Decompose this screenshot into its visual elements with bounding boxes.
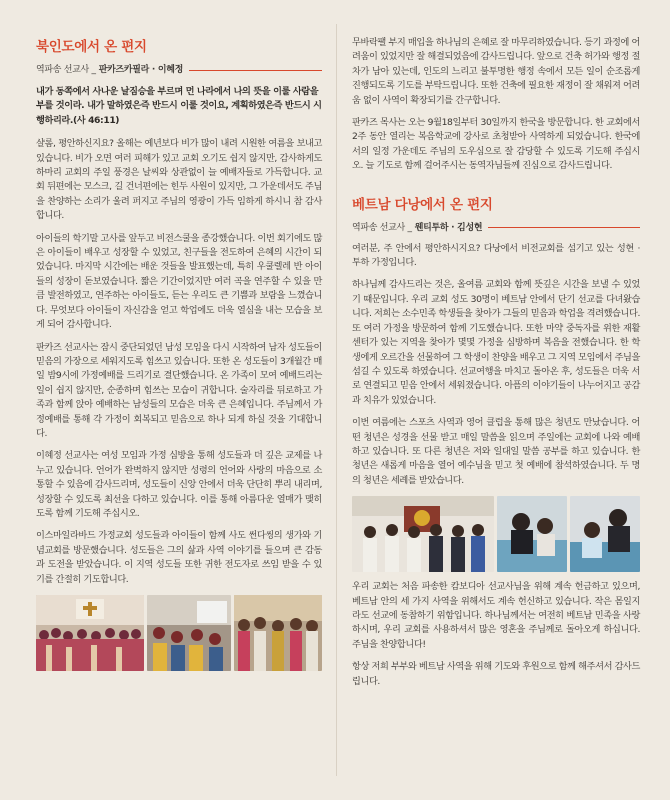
photo-baptism-2 (570, 496, 640, 572)
paragraph: 무바락팰 부지 매입을 하나님의 은혜로 잘 마무리하였습니다. 등기 과정에 어려움이 있었지만 잘 해결되었음에 감사드립니다. 앞으로 건축 허가와 행정 절차가 남아 있는데, 인도의 느리고 불투명한 행정 속에서 모든 일이 순조롭게 진행되도록 기도를 부탁드립니다. 또한 건축에 필요한 재정이 잘 채워져 어려움 없이 사역이 확장되기를 간구합니다. (352, 37, 640, 106)
vietnam-title: 베트남 다낭에서 온 편지 (352, 196, 493, 213)
north-india-letter (36, 38, 322, 671)
north-india-byline (36, 64, 322, 76)
vietnam-photos (352, 496, 640, 572)
scripture-verse: 내가 동쪽에서 사나운 날짐승을 부르며 먼 나라에서 나의 뜻을 이룰 사람을 부를 것이라. 내가 말하였은즉 반드시 이룰 것이요, 계획하였은즉 반드시 시행하리라.(사 46:11) (36, 86, 322, 126)
byline-names: 판카즈카필라 · 이혜정 (98, 65, 184, 75)
photo-group-church (352, 496, 494, 572)
paragraph: 이번 여름에는 스포츠 사역과 영어 클럽을 통해 많은 청년도 만났습니다. 어떤 청년은 성경을 선물 받고 매일 말씀을 읽으며 주일에는 교회에 나와 예배하고 있습니다. 또 다른 청년은 저와 일대일 말씀 공부를 하고 있습니다. 한 청년은 새롭게 마음을 열어 예수님을 믿고 첫 예배에 참석하였습니다. 두 명의 청년은 세례를 받았습니다. (352, 417, 640, 486)
paragraph: 여러분, 주 안에서 평안하시지요? 다낭에서 비전교회를 섬기고 있는 성현 · 투하 가정입니다. (352, 242, 640, 269)
right-column (352, 36, 640, 697)
byline-role: 역파송 선교사 _ (36, 65, 96, 75)
paragraph: 이스마일라바드 가정교회 성도들과 아이들이 함께 사도 썬다씽의 생가와 기념교회를 방문했습니다. 성도들은 그의 삶과 사역 이야기를 들으며 큰 감동과 도전을 받았습니다. 이 지역 성도들 또한 귀한 전도자로 쓰임 받을 수 있기를 간절히 기도합니다. (36, 530, 322, 585)
byline-role: 역파송 선교사 _ (352, 222, 412, 233)
paragraph: 샬롬, 평안하신지요? 올해는 예년보다 비가 많이 내려 시원한 여름을 보내고 있습니다. 비가 오면 여러 피해가 있고 교회 오기도 쉽지 않지만, 감사하게도 하마리 교회의 주일 풍경은 날씨와 상관없이 늘 예배자들로 가득합니다. 교회 뒤편에는 모스크, 길 건너편에는 힌두 사원이 있지만, 그 가운데서도 주님을 찬양하는 소리가 울려 퍼지고 주님의 영광이 가득 임하게 하시니 참 감사합니다. (36, 138, 322, 222)
photo-baptism-1 (497, 496, 567, 572)
paragraph: 판카즈 목사는 오는 9월18일부터 30일까지 한국을 방문합니다. 한 교회에서 2주 동안 열리는 복음학교에 강사로 초청받아 사역하게 되었습니다. 한국에서의 일정 가운데도 주님의 도우심으로 잘 감당할 수 있도록 기도해 주십시오. 늘 기도로 함께 걸어주시는 동역자님들께 진심으로 감사드립니다. (352, 117, 640, 172)
section-spacer (352, 182, 640, 196)
vietnam-byline (352, 222, 640, 234)
paragraph: 아이들의 학기말 고사를 앞두고 비전스쿨을 종강했습니다. 이번 회기에도 많은 아이들이 배우고 성장할 수 있었고, 친구들을 전도하여 은혜의 시간이 되었습니다. 마지막 시간에는 배운 것들을 발표했는데, 특히 우쿨렐레 반 아이들의 성장이 돋보였습니다. 짧은 기간이었지만 여러 곡을 연주할 수 있을 만큼 발전하였고, 연주하는 아이들도, 듣는 우리도 큰 기쁨과 보람을 느꼈습니다. 무엇보다 아이들이 자신감을 얻고 학업에도 더욱 열심을 내는 모습을 보게 되어 감사합니다. (36, 232, 322, 331)
paragraph: 하나님께 감사드리는 것은, 올여름 교회와 함께 뜻깊은 시간을 보낼 수 있었기 때문입니다. 우리 교회 성도 30명이 베트남 안에서 단기 선교를 다녀왔습니다. 저희는 소수민족 학생들을 찾아가 그들의 믿음과 학업을 격려했습니다. 또 여러 가정을 방문하여 함께 기도했습니다. 또한 마약 중독자를 위한 재활센터가 있는 지역을 찾아가 몇몇 가정을 심방하며 복음을 전했습니다. 한 학생에게 오르간을 선물하여 그 학생이 찬양을 배우고 그 지역 모임에서 주님을 섬길 수 있도록 하였습니다. 선교여행을 마치고 돌아온 후, 성도들은 더욱 서로 연결되고 믿음 안에서 세워졌습니다. 아픔의 이야기들이 나누어지고 공감과 치유가 있었습니다. (352, 279, 640, 406)
paragraph: 이혜정 선교사는 여성 모임과 가정 심방을 통해 성도들과 더 깊은 교제를 나누고 있습니다. 언어가 완벽하지 않지만 성령의 언어와 사랑의 마음으로 소통할 수 있음에 감사드리며, 성도들이 신앙 안에서 더욱 단단히 뿌리 내리며, 성장할 수 있도록 최선을 다하고 있습니다. 이를 통해 아름다운 열매가 맺히도록 함께 기도해 주십시오. (36, 450, 322, 519)
byline-names: 웬티투하 · 김성현 (414, 222, 483, 233)
paragraph: 판카즈 선교사는 잠시 중단되었던 남성 모임을 다시 시작하여 남자 성도들이 믿음의 가장으로 세워지도록 힘쓰고 있습니다. 또한 온 성도들이 3개월간 매일 밤9시에 가정예배를 드리기로 결단했습니다. 온 가족이 모여 예배드리는 일이 쉽지 않지만, 순종하며 힘쓰는 모습이 귀합니다. 술자리를 뒤로하고 가족과 함께 앉아 예배하는 남성들의 모습은 더욱 큰 은혜입니다. 주님께서 가정예배를 통해 각 가정이 회복되고 믿음으로 하나 되게 하실 것을 기대합니다. (36, 341, 322, 439)
photo-congregation (36, 595, 144, 671)
column-divider (336, 24, 337, 776)
byline-rule (189, 70, 322, 71)
byline-rule (488, 227, 640, 228)
paragraph: 항상 저희 부부와 베트남 사역을 위해 기도와 후원으로 함께 해주셔서 감사드립니다. (352, 661, 640, 687)
photo-memorial-visit (234, 595, 322, 671)
photo-worship (147, 595, 231, 671)
byline-spacer (352, 234, 640, 242)
north-india-title: 북인도에서 온 편지 (36, 39, 147, 55)
north-india-photos (36, 595, 322, 671)
paragraph: 우리 교회는 처음 파송한 캄보디아 선교사님을 위해 계속 헌금하고 있으며, 베트남 안의 세 가지 사역을 위해서도 계속 헌신하고 있습니다. 작은 몸일지라도 선교에 동참하기 위함입니다. 하나님께서는 여전히 베트남 민족을 사랑하시며, 우리 교회를 사용하셔서 많은 영혼을 주님께로 돌아오게 하십니다. 주님을 찬양합니다! (352, 581, 640, 650)
